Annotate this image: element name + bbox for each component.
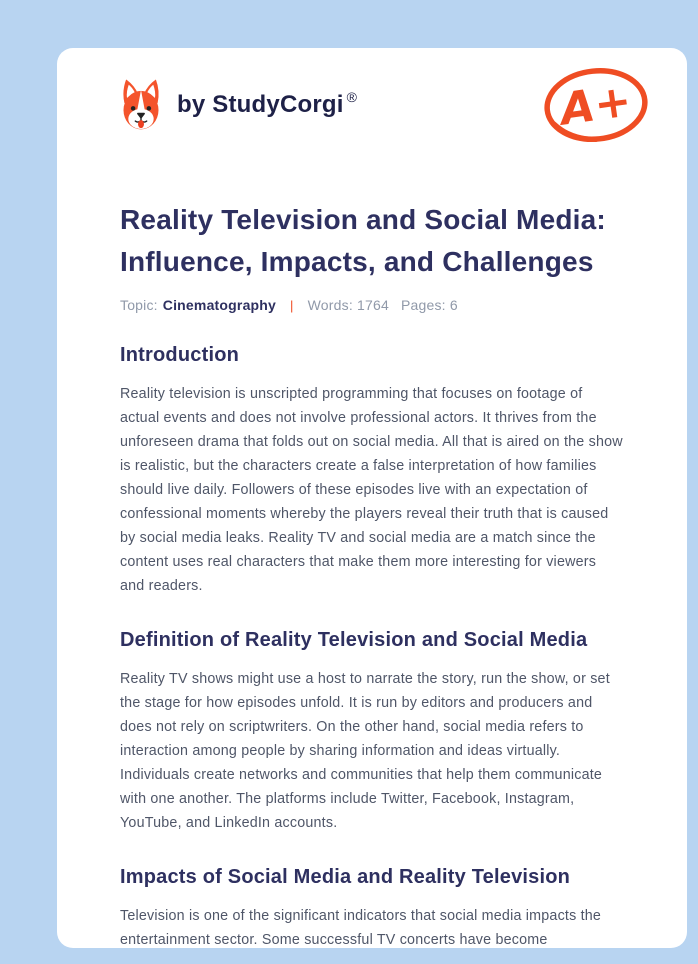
brand-text xyxy=(177,89,357,119)
section-heading: Introduction xyxy=(120,344,240,366)
page-title: Reality Television and Social Media: Influence, Impacts, and Challenges xyxy=(120,204,606,277)
section-introduction xyxy=(120,344,624,598)
topic-label: Topic: xyxy=(120,297,158,313)
words-count: Words: 1764 xyxy=(307,297,389,313)
section-paragraph: Reality television is unscripted programming that focuses on footage of actual events and does not involve professional actors. It thrives from the unforeseen drama that folds out on social media. All that is aired on the show is realistic, but the characters create a false interpretation of how families should live daily. Followers of these episodes live with an expectation of confessional moments whereby the players reveal their truth that is caused by social media leaks. Reality TV and social media are a match since the content uses real characters that make them more interesting for viewers and readers. xyxy=(120,386,623,594)
a-plus-grade-icon xyxy=(542,66,650,146)
section-heading: Impacts of Social Media and Reality Television xyxy=(120,866,571,888)
topic-value: Cinematography xyxy=(162,297,277,313)
brand-label: by StudyCorgi xyxy=(177,91,344,118)
svg-text:A+: A+ xyxy=(557,75,635,136)
section-paragraph: Television is one of the significant indicators that social media impacts the entertainment sector. Some successful TV concerts have become xyxy=(120,908,602,948)
brand-group xyxy=(120,76,357,132)
section-impacts xyxy=(120,866,624,948)
grade-badge xyxy=(542,66,650,151)
header xyxy=(120,74,635,151)
pages-count: Pages: 6 xyxy=(400,297,458,313)
section-paragraph: Reality TV shows might use a host to narrate the story, run the show, or set the stage for how episodes unfold. It is run by editors and producers and does not rely on scriptwriters. On the other hand, social media refers to interaction among people by sharing information and ideas virtually. Individuals create networks and communities that help them communicate with one another. The platforms include Twitter, Facebook, Instagram, YouTube, and LinkedIn accounts. xyxy=(120,671,610,831)
section-heading: Definition of Reality Television and Social Media xyxy=(120,629,588,651)
document-card xyxy=(57,48,687,948)
section-definition xyxy=(120,629,624,835)
corgi-logo-icon xyxy=(120,76,162,132)
article-meta xyxy=(120,297,624,313)
meta-separator: | xyxy=(290,297,294,313)
registered-mark: ® xyxy=(346,89,358,105)
